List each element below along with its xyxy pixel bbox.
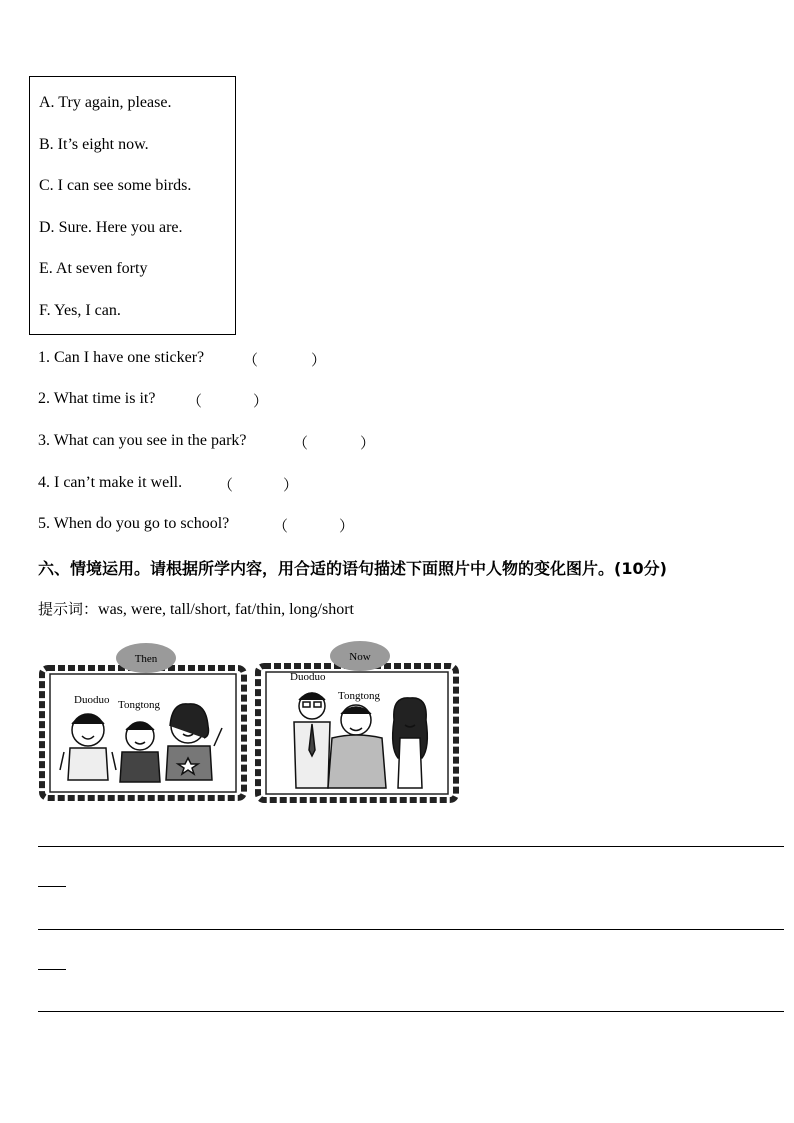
hint-label: 提示词： [38, 600, 99, 618]
hint-line [38, 598, 354, 619]
option-c: C. I can see some birds. [39, 177, 192, 194]
answer-paren-close-2: ） [253, 394, 269, 410]
option-e: E. At seven forty [39, 260, 148, 277]
option-d: D. Sure. Here you are. [39, 219, 183, 236]
now-bubble-text: Now [349, 651, 371, 663]
now-name-tongtong: Tongtong [338, 690, 381, 702]
answer-paren-close-3: ） [360, 436, 376, 452]
option-f: F. Yes, I can. [39, 302, 121, 319]
question-1: 1. Can I have one sticker? [38, 349, 205, 366]
then-bubble-text: Then [134, 653, 158, 665]
now-name-duoduo: Duoduo [290, 671, 326, 683]
writing-line-2-tail [38, 969, 66, 970]
section-title: 六、情境运用。请根据所学内容，用合适的语句描述下面照片中人物的变化图片。(10分) [38, 559, 667, 578]
answer-paren-open-2: （ [187, 394, 203, 410]
answer-paren-close-1: ） [311, 353, 327, 369]
then-name-duoduo: Duoduo [74, 694, 110, 706]
now-picture [254, 638, 462, 804]
hint-words: was, were, tall/short, fat/thin, long/short [98, 601, 354, 618]
answer-paren-open-4: （ [218, 478, 234, 494]
answer-paren-open-5: （ [273, 519, 289, 535]
answer-paren-close-4: ） [283, 478, 299, 494]
answer-paren-open-3: （ [293, 436, 309, 452]
writing-line-1-tail [38, 886, 66, 887]
option-b: B. It’s eight now. [39, 136, 149, 153]
option-a: A. Try again, please. [39, 94, 172, 111]
then-picture [38, 640, 250, 802]
answer-paren-close-5: ） [339, 519, 355, 535]
answer-paren-open-1: （ [243, 353, 259, 369]
answer-options-box [29, 76, 236, 335]
then-name-tongtong: Tongtong [118, 699, 161, 711]
question-5: 5. When do you go to school? [38, 515, 230, 532]
writing-line-1[interactable] [38, 846, 784, 847]
writing-line-2[interactable] [38, 929, 784, 930]
adult-figure-duoduo [294, 693, 330, 788]
writing-line-3[interactable] [38, 1011, 784, 1012]
question-4: 4. I can’t make it well. [38, 474, 183, 491]
question-3: 3. What can you see in the park? [38, 432, 247, 449]
question-2: 2. What time is it? [38, 390, 156, 407]
adult-figure-woman [393, 698, 428, 788]
